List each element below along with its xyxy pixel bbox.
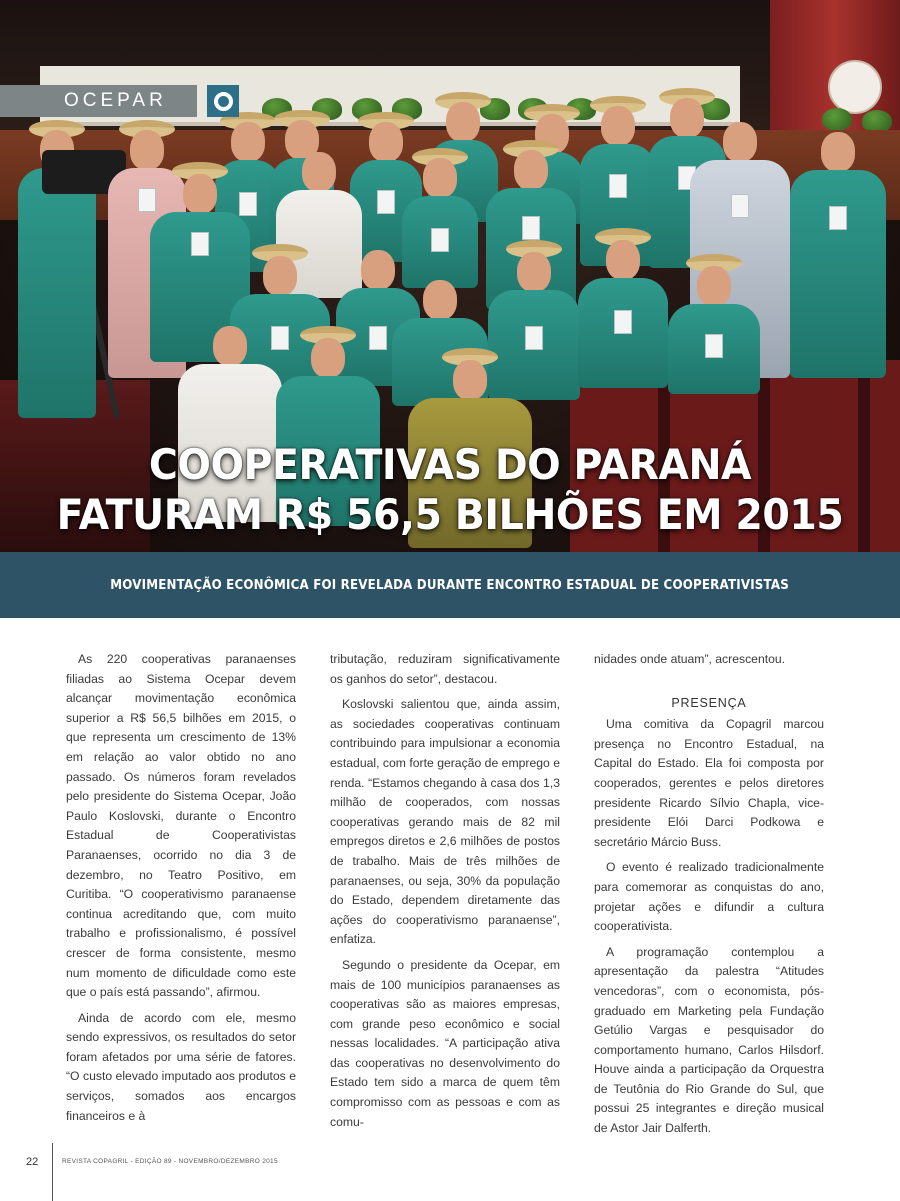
folio: REVISTA COPAGRIL - EDIÇÃO 89 - NOVEMBRO/DEZEMBRO 2015 (62, 1158, 278, 1165)
subtitle: MOVIMENTAÇÃO ECONÔMICA FOI REVELADA DURANTE ENCONTRO ESTADUAL DE COOPERATIVISTAS (110, 577, 790, 593)
section-label: OCEPAR (64, 90, 167, 111)
paragraph: nidades onde atuam”, acrescentou. (594, 652, 786, 666)
paragraph: tributação, reduziram significativamente os ganhos do setor”, destacou. (330, 652, 560, 686)
paragraph: Ainda de acordo com ele, mesmo sendo expressivos, os resultados do setor foram afetados por uma série de fatores. “O custo elevado imputado aos produtos e serviços, somados aos encargos financeiros e à (66, 1010, 296, 1123)
section-heading: PRESENÇA (671, 695, 747, 710)
headline-line-1: COOPERATIVAS DO PARANÁ (148, 440, 752, 489)
headline-line-2: FATURAM R$ 56,5 BILHÕES EM 2015 (56, 490, 844, 539)
article-column-2 (330, 650, 560, 1138)
person (668, 254, 760, 394)
article-column-1 (66, 650, 296, 1132)
section-tag (0, 85, 197, 117)
paragraph: Segundo o presidente da Ocepar, em mais de 100 municípios paranaenses as cooperativas são as maiores empresas, com grande peso econômico e social nessas localidades. “A participação ativa das cooperativas no desenvolvimento do Estado tem sido a marca de quem têm compromisso com as pessoas e com as comu- (330, 957, 560, 1129)
group-photo (0, 0, 900, 552)
headline (27, 440, 873, 540)
ocepar-logo-icon (207, 85, 239, 117)
stage-light-icon (828, 60, 882, 114)
plant-icon (822, 108, 852, 130)
paragraph: A programação contemplou a apresentação da palestra “Atitudes vencedoras”, com o economista, pós-graduado em Marketing pela Fundação Getúlio Vargas e pesquisador do comportamento humano, Carlos Hilsdorf. Houve ainda a participação da Orquestra de Teutônia do Rio Grande do Sul, que possui 25 integrantes e direção musical de Astor Jair Dalferth. (594, 944, 824, 1136)
footer-divider (52, 1143, 53, 1201)
paragraph: O evento é realizado tradicionalmente para comemorar as conquistas do ano, projetar ações e difundir a cultura cooperativista. (594, 860, 824, 934)
paragraph: As 220 cooperativas paranaenses filiadas ao Sistema Ocepar devem alcançar movimentação econômica superior a R$ 56,5 bilhões em 2015, o que representa um crescimento de 13% em relação ao valor obtido no ano passado. Os números foram revelados pelo presidente do Sistema Ocepar, João Paulo Koslovski, durante o Encontro Estadual de Cooperativistas Paranaenses, ocorrido no dia 3 de dezembro, no Teatro Positivo, em Curitiba. “O cooperativismo paranaense continua acreditando que, com muito trabalho e profissionalismo, é possível crescer de forma consistente, mesmo num momento de dificuldade como este que o país está passando”, afirmou. (66, 652, 296, 1000)
paragraph: Uma comitiva da Copagril marcou presença no Encontro Estadual, na Capital do Estado. Ela foi composta por cooperados, gerentes e pelos diretores presidente Ricardo Sílvio Chapla, vice-presidente Elói Darci Podkowa e secretário Márcio Buss. (594, 717, 824, 849)
article-column-3 (594, 650, 824, 1145)
subtitle-band (0, 552, 900, 618)
person (790, 128, 886, 378)
page-number: 22 (26, 1156, 39, 1168)
paragraph: Koslovski salientou que, ainda assim, as sociedades cooperativas continuam contribuindo para impulsionar a economia estadual, com forte geração de emprego e renda. “Estamos chegando à casa dos 1,3 milhão de cooperados, com nossas cooperativas gerando mais de 82 mil empregos diretos e 2,6 milhões de postos de trabalho. Mais de três milhões de paranaenses, ou seja, 30% da população do Estado, dependem diretamente das ações do cooperativismo paranaense”, enfatiza. (330, 697, 560, 947)
person (578, 228, 668, 388)
